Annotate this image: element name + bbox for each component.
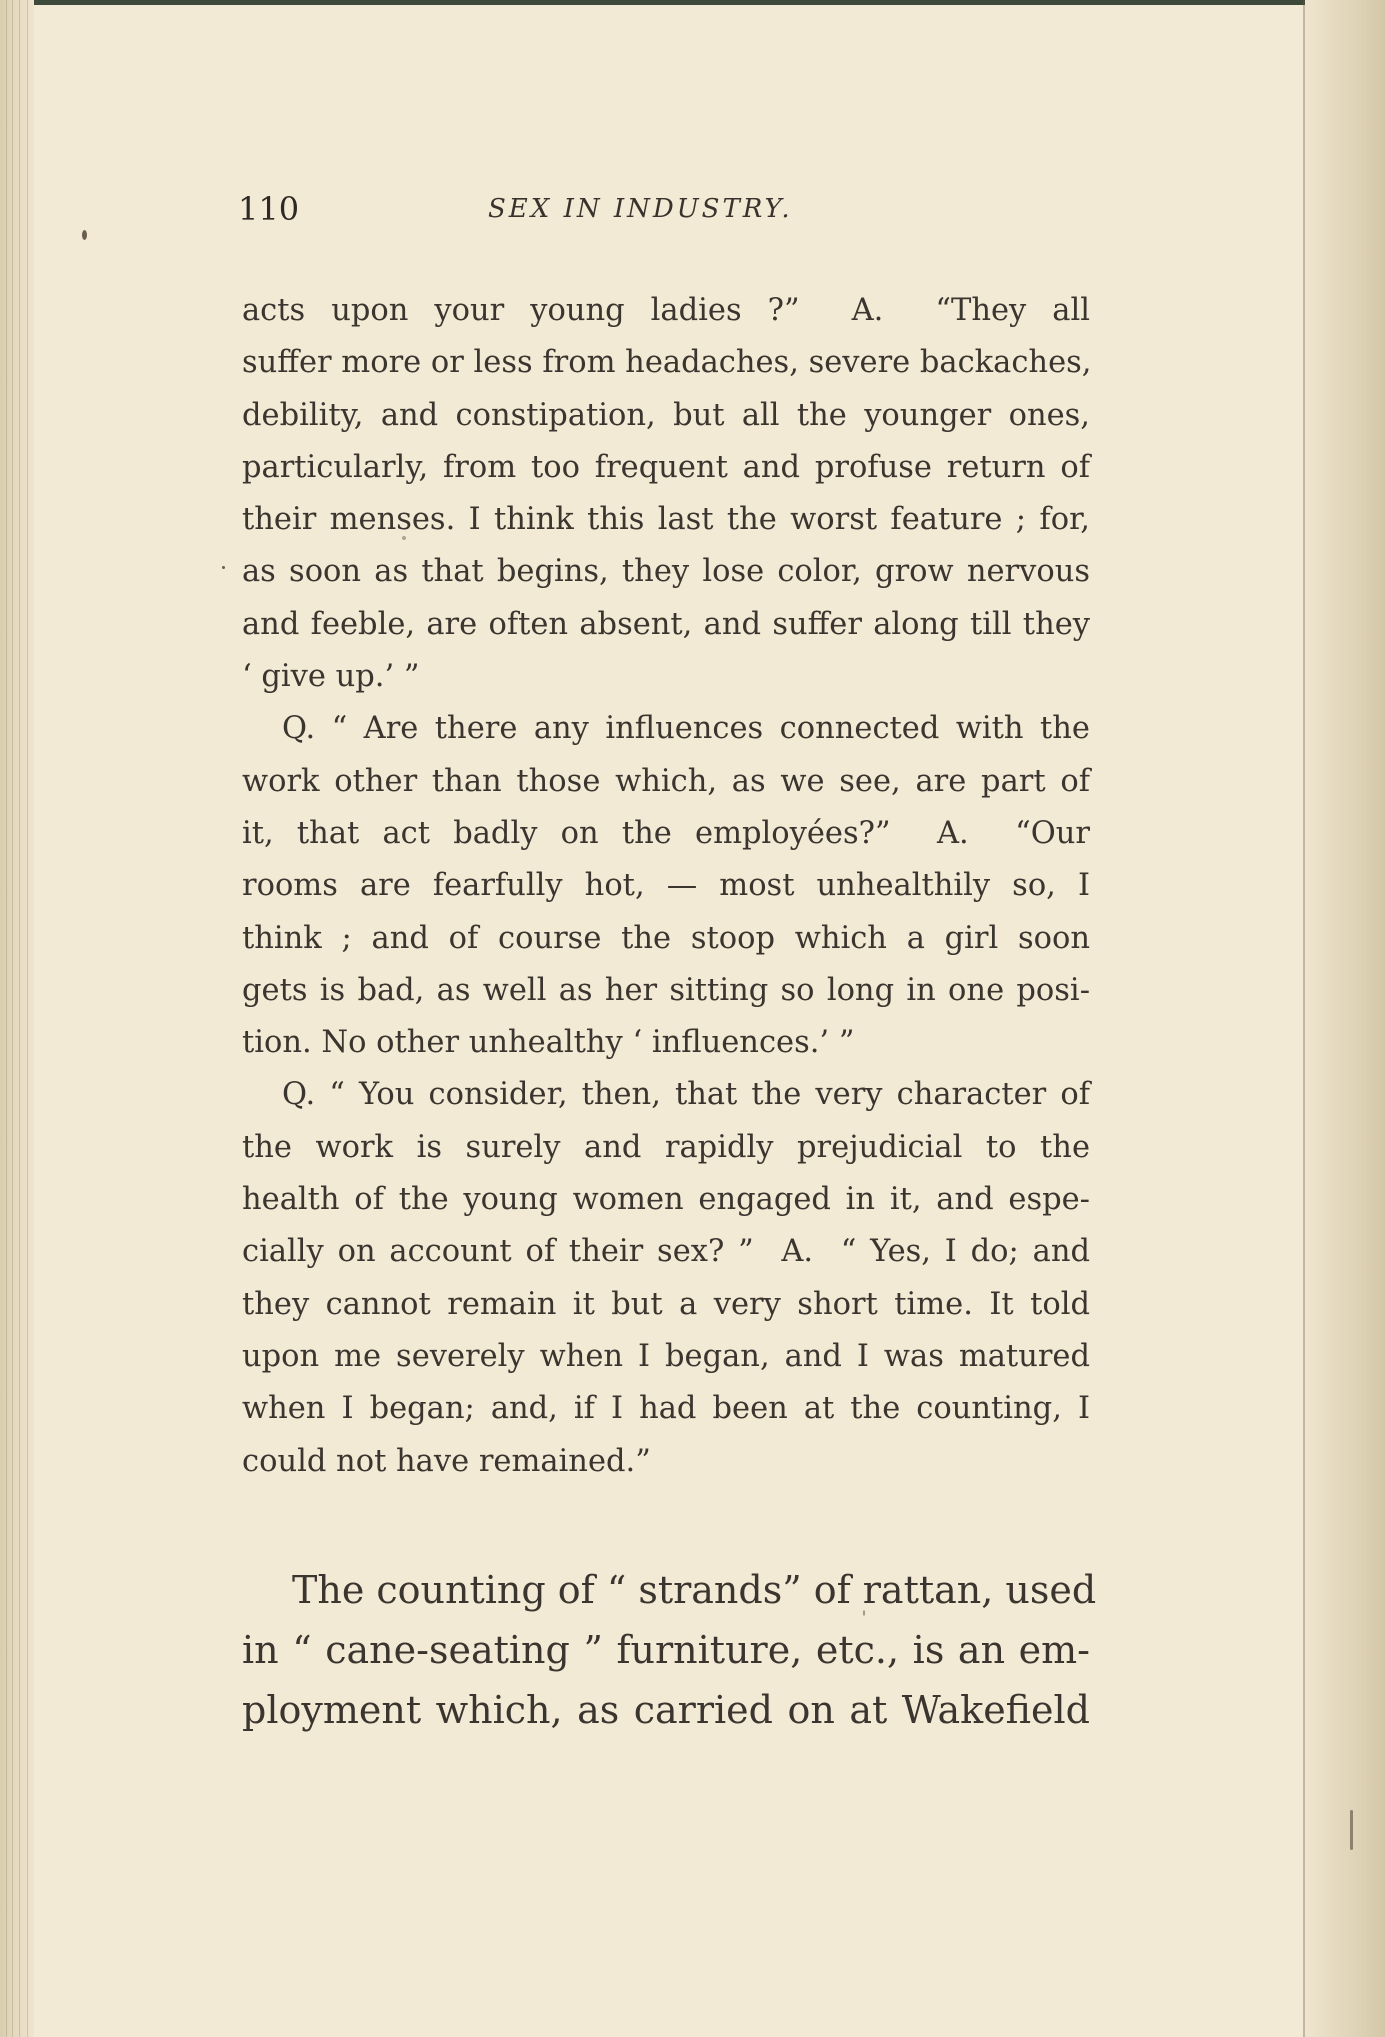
- gutter-line: [27, 0, 28, 2037]
- gutter-line: [19, 0, 20, 2037]
- text-line: debility, and constipation, but all the younger ones,: [242, 397, 1090, 433]
- running-title: SEX IN INDUSTRY.: [488, 194, 793, 224]
- text-line: upon me severely when I began, and I was matured: [242, 1338, 1090, 1374]
- text-line: tion. No other unhealthy ‘ influences.’ ”: [242, 1025, 855, 1061]
- text-line: think ; and of course the stoop which a girl soon: [242, 920, 1090, 956]
- text-line: in “ cane-seating ” furniture, etc., is an em-: [242, 1628, 1090, 1672]
- ink-speck: [82, 230, 87, 240]
- text-line: they cannot remain it but a very short time. It told: [242, 1286, 1090, 1322]
- text-line: it, that act badly on the employées?” A. “Our: [242, 815, 1090, 851]
- text-line: the work is surely and rapidly prejudicial to the: [242, 1129, 1090, 1165]
- text-line: their menses. I think this last the worst feature ; for,: [242, 502, 1090, 538]
- text-line: cially on account of their sex? ” A. “ Yes, I do; and: [242, 1234, 1090, 1270]
- right-page-edge: [1305, 0, 1385, 2037]
- text-line: acts upon your young ladies ?” A. “They all: [242, 293, 1090, 328]
- text-line: particularly, from too frequent and profuse return of: [242, 449, 1090, 485]
- ink-speck: [222, 566, 225, 569]
- ink-speck: [1350, 1810, 1353, 1850]
- text-line: The counting of “ strands” of rattan, used: [292, 1568, 1097, 1612]
- large-paragraph: [242, 1560, 1097, 1740]
- text-line: rooms are fearfully hot, — most unhealthily so, I: [242, 868, 1090, 904]
- text-line: and feeble, are often absent, and suffer along till they: [242, 606, 1090, 642]
- text-line: health of the young women engaged in it, and espe-: [242, 1182, 1090, 1218]
- text-line: Q. “ You consider, then, that the very character of: [282, 1077, 1090, 1113]
- text-line: could not have remained.”: [242, 1443, 651, 1479]
- gutter-line: [6, 0, 7, 2037]
- text-line: as soon as that begins, they lose color, grow nervous: [242, 554, 1090, 590]
- body-text: [242, 285, 1090, 1488]
- text-line: work other than those which, as we see, are part of: [242, 763, 1090, 799]
- text-line: ployment which, as carried on at Wakefield: [242, 1688, 1090, 1732]
- text-line: when I began; and, if I had been at the counting, I: [242, 1391, 1090, 1427]
- text-line: ‘ give up.’ ”: [242, 659, 420, 695]
- left-gutter: [0, 0, 34, 2037]
- text-line: gets is bad, as well as her sitting so long in one posi-: [242, 972, 1090, 1008]
- text-line: Q. “ Are there any influences connected with the: [282, 711, 1090, 747]
- gutter-line: [12, 0, 13, 2037]
- text-line: suffer more or less from headaches, severe backaches,: [242, 345, 1092, 381]
- top-binding-edge: [0, 0, 1385, 5]
- running-head: [238, 190, 1088, 230]
- page-number: 110: [238, 190, 300, 228]
